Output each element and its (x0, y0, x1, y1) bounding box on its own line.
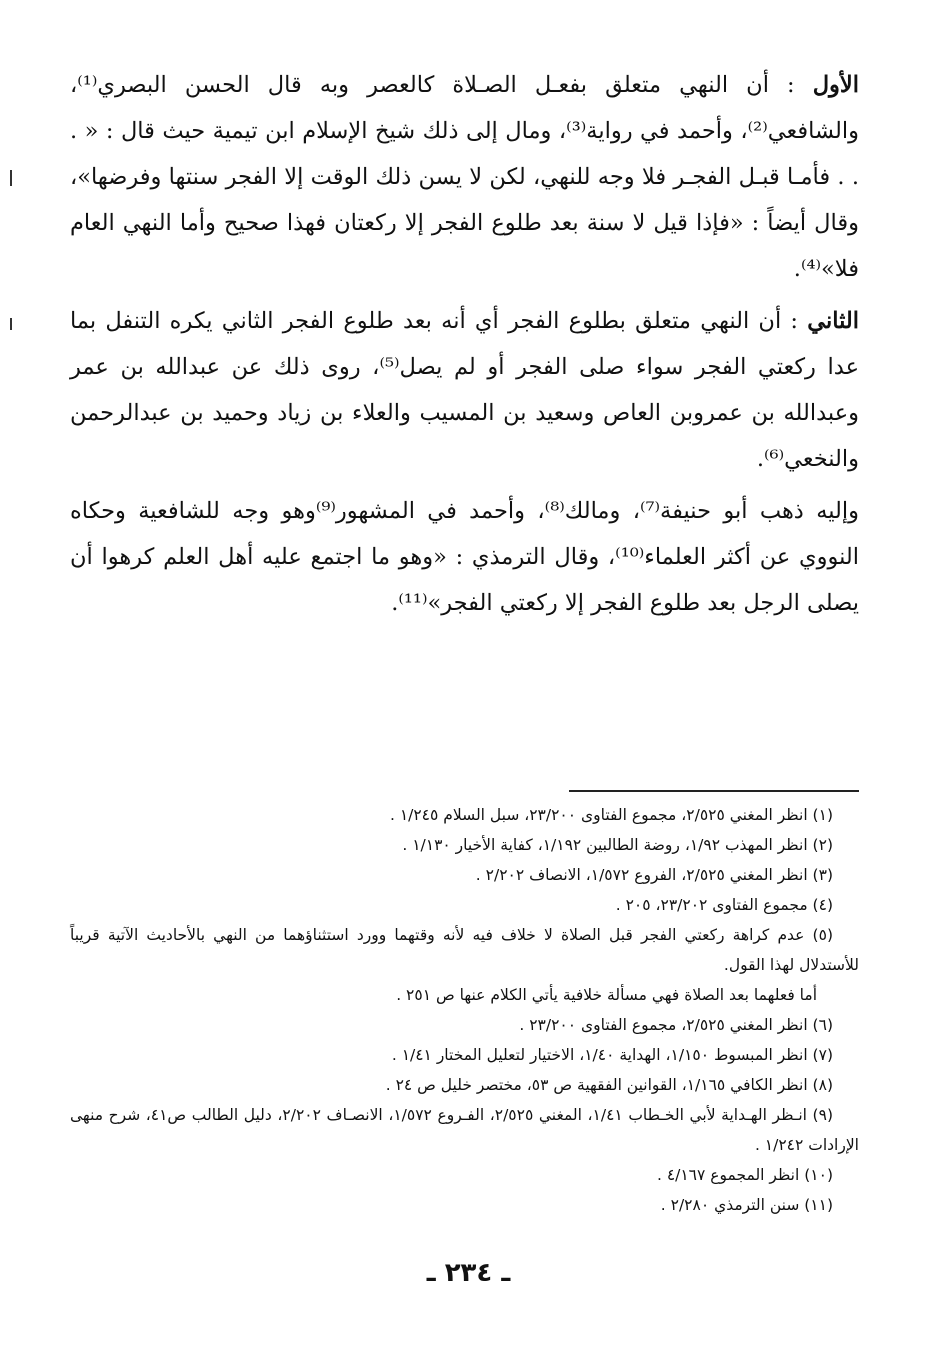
footnote-4: (٤) مجموع الفتاوى ٢٣/٢٠٢، ٢٠٥ . (615, 896, 833, 914)
supporters-text: وإليه ذهب أبو حنيفة⁽⁷⁾، ومالك⁽⁸⁾، وأحمد في المشهور⁽⁹⁾وهو وجه للشافعية وحكاه النووي عن أكثر العلماء⁽¹⁰⁾، وقال الترمذي : «وهو ما اجتمع عليه أهل العلم كرهوا أن يصلى الرجل بعد طلوع الفجر إلا ركعتي الفجر»⁽¹¹⁾. (70, 498, 860, 616)
page-number: ـ ٢٣٤ ـ (426, 1258, 511, 1288)
footnote-3: (٣) انظر المغني ٢/٥٢٥، الفروع ١/٥٧٢، الانصاف ٢/٢٠٢ . (475, 866, 833, 884)
second-opinion-text: : أن النهي متعلق بطلوع الفجر أي أنه بعد طلوع الفجر الثاني يكره التنفل بما عدا ركعتي الفجر سواء صلى الفجر أو لم يصل⁽⁵⁾، روى ذلك عن عبدالله بن عمر وعبدالله بن عمروبن العاص وسعيد بن المسيب والعلاء بن زياد وحميد بن عبدالرحمن والنخعي⁽⁶⁾. (70, 308, 859, 472)
footnote-5-continuation: أما فعلهما بعد الصلاة فهي مسألة خلافية يأتي الكلام عنها ص ٢٥١ . (396, 986, 817, 1004)
footnote-9: (٩) انـظر الهـداية لأبي الخـطاب ١/٤١، المغني ٢/٥٢٥، الفـروع ١/٥٧٢، الانصـاف ٢/٢٠٢، دليل الطالب ص٤١، شرح منهى الإرادات ١/٢٤٢ . (70, 1106, 859, 1154)
paragraph-first-opinion (70, 62, 859, 292)
footnote-11: (١١) سنن الترمذي ٢/٢٨٠ . (660, 1196, 833, 1214)
footnote-10: (١٠) انظر المجموع ٤/١٦٧ . (656, 1166, 833, 1184)
main-text (70, 62, 859, 632)
first-opinion-heading: الأول (812, 72, 859, 98)
footnote-2: (٢) انظر المهذب ١/٩٢، روضة الطالبين ١/١٩٢، كفاية الأخيار ١/١٣٠ . (402, 836, 833, 854)
footnote-5: (٥) عدم كراهة ركعتي الفجر قبل الصلاة لا خلاف فيه لأنه وقتهما وورد استثناؤهما من النهي بالأحاديث الآتية قريباً للأستدلال لهذا القول. (70, 926, 859, 974)
footnote-8: (٨) انظر الكافي ١/١٦٥، القوانين الفقهية ص ٥٣، مختصر خليل ص ٢٤ . (385, 1076, 833, 1094)
footnote-6: (٦) انظر المغني ٢/٥٢٥، مجموع الفتاوى ٢٣/٢٠٠ . (519, 1016, 833, 1034)
footnote-7: (٧) انظر المبسوط ١/١٥٠، الهداية ١/٤٠، الاختيار لتعليل المختار ١/٤١ . (391, 1046, 833, 1064)
footnote-separator (569, 790, 859, 792)
footnotes (70, 800, 859, 1220)
scan-edge-mark (10, 170, 12, 186)
scan-edge-mark (10, 318, 12, 330)
paragraph-second-opinion (70, 298, 859, 482)
paragraph-supporters (70, 488, 859, 626)
second-opinion-heading: الثاني (807, 308, 859, 334)
footnote-1: (١) انظر المغني ٢/٥٢٥، مجموع الفتاوى ٢٣/٢٠٠، سبل السلام ١/٢٤٥ . (389, 806, 833, 824)
first-opinion-text: : أن النهي متعلق بفعـل الصـلاة كالعصر وبه قال الحسن البصري⁽¹⁾، والشافعي⁽²⁾، وأحمد في رواية⁽³⁾، ومال إلى ذلك شيخ الإسلام ابن تيمية حيث قال : « . . . فأمـا قبـل الفجـر فلا وجه للنهي، لكن لا يسن ذلك الوقت إلا الفجر سنتها وفرضها»، وقال أيضاً : «فإذا قيل لا سنة بعد طلوع الفجر إلا ركعتان فهذا صحيح وأما النهي العام فلا»⁽⁴⁾. (70, 72, 859, 282)
